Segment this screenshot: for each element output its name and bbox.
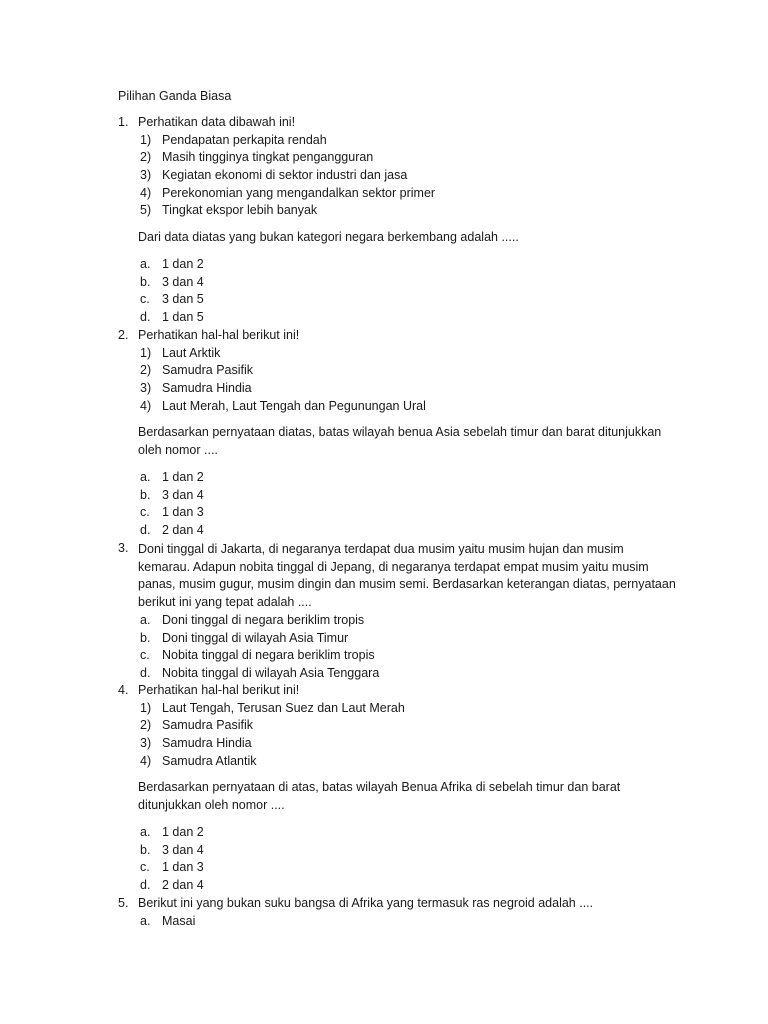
item-text: Laut Tengah, Terusan Suez dan Laut Merah [162, 700, 405, 715]
statement-item [118, 132, 678, 150]
statement-item [118, 345, 678, 363]
option-letter: b. [140, 630, 151, 645]
answer-option [118, 842, 678, 860]
answer-option [118, 913, 678, 931]
answer-option [118, 522, 678, 540]
question-text: Doni tinggal di Jakarta, di negaranya terdapat dua musim yaitu musim hujan dan musim kemarau. Adapun nobita tinggal di Jepang, di negaranya terdapat empat musim yaitu musim panas, musim gugur, musim dingin dan musim semi. Berdasarkan keterangan diatas, pernyataan berikut ini yang tepat adalah .... [138, 542, 676, 610]
item-marker: 5) [140, 203, 152, 218]
option-text: Doni tinggal di wilayah Asia Timur [162, 630, 349, 645]
item-marker: 2) [140, 718, 152, 733]
answer-option [118, 504, 678, 522]
question-number: 5. [118, 896, 129, 910]
item-marker: 1) [140, 700, 152, 715]
answer-option [118, 274, 678, 292]
option-text: 1 dan 5 [162, 309, 204, 324]
option-text: 3 dan 5 [162, 292, 204, 307]
question-header [118, 541, 678, 612]
option-letter: a. [140, 824, 151, 839]
item-text: Samudra Pasifik [162, 718, 254, 733]
question-header [118, 327, 678, 345]
answer-option [118, 612, 678, 630]
answer-option [118, 647, 678, 665]
option-text: Nobita tinggal di wilayah Asia Tenggara [162, 665, 380, 680]
question-text: Perhatikan hal-hal berikut ini! [138, 683, 300, 697]
item-text: Pendapatan perkapita rendah [162, 132, 327, 147]
item-text: Masih tingginya tingkat pengangguran [162, 150, 374, 165]
option-letter: c. [140, 860, 150, 875]
answer-option [118, 291, 678, 309]
answer-option [118, 309, 678, 327]
option-letter: c. [140, 505, 150, 520]
question-text: Perhatikan hal-hal berikut ini! [138, 328, 300, 342]
item-text: Samudra Pasifik [162, 363, 254, 378]
item-marker: 3) [140, 168, 152, 183]
statement-item [118, 202, 678, 220]
item-text: Samudra Hindia [162, 381, 252, 396]
answer-option [118, 256, 678, 274]
question-prompt: Berdasarkan pernyataan di atas, batas wilayah Benua Afrika di sebelah timur dan barat ditunjukkan oleh nomor .... [138, 780, 621, 813]
statement-item [118, 753, 678, 771]
answer-option [118, 630, 678, 648]
statement-item [118, 380, 678, 398]
option-text: 3 dan 4 [162, 487, 204, 502]
item-marker: 1) [140, 132, 152, 147]
item-text: Samudra Hindia [162, 736, 252, 751]
question-number: 2. [118, 328, 129, 342]
statement-item [118, 735, 678, 753]
item-marker: 3) [140, 736, 152, 751]
statement-item [118, 185, 678, 203]
option-letter: a. [140, 612, 151, 627]
option-text: Masai [162, 913, 196, 928]
question-header [118, 895, 678, 913]
answer-option [118, 665, 678, 683]
option-letter: b. [140, 842, 151, 857]
answer-option [118, 859, 678, 877]
item-marker: 4) [140, 753, 152, 768]
item-text: Laut Merah, Laut Tengah dan Pegunungan Ural [162, 398, 426, 413]
item-marker: 4) [140, 185, 152, 200]
answer-option [118, 469, 678, 487]
option-text: Nobita tinggal di negara beriklim tropis [162, 648, 375, 663]
statement-item [118, 398, 678, 416]
option-letter: d. [140, 877, 151, 892]
statement-item [118, 167, 678, 185]
question-header [118, 114, 678, 132]
item-marker: 2) [140, 150, 152, 165]
option-letter: c. [140, 648, 150, 663]
answer-option [118, 877, 678, 895]
option-letter: a. [140, 469, 151, 484]
statement-item [118, 149, 678, 167]
item-text: Perekonomian yang mengandalkan sektor primer [162, 185, 436, 200]
option-text: 3 dan 4 [162, 274, 204, 289]
option-letter: d. [140, 309, 151, 324]
answer-option [118, 824, 678, 842]
item-text: Tingkat ekspor lebih banyak [162, 203, 318, 218]
question-2 [118, 327, 678, 540]
item-marker: 4) [140, 398, 152, 413]
item-text: Laut Arktik [162, 345, 221, 360]
option-text: 2 dan 4 [162, 877, 204, 892]
item-marker: 1) [140, 345, 152, 360]
option-text: 3 dan 4 [162, 842, 204, 857]
statement-item [118, 700, 678, 718]
option-letter: d. [140, 522, 151, 537]
question-text: Perhatikan data dibawah ini! [138, 115, 296, 129]
option-text: Doni tinggal di negara beriklim tropis [162, 612, 365, 627]
question-1 [118, 114, 678, 327]
item-marker: 2) [140, 363, 152, 378]
answer-option [118, 487, 678, 505]
option-text: 2 dan 4 [162, 522, 204, 537]
page-title: Pilihan Ganda Biasa [118, 89, 232, 103]
question-header [118, 682, 678, 700]
option-text: 1 dan 2 [162, 469, 204, 484]
question-4 [118, 682, 678, 895]
option-letter: d. [140, 665, 151, 680]
option-letter: a. [140, 913, 151, 928]
statement-item [118, 717, 678, 735]
question-5 [118, 895, 678, 930]
question-number: 1. [118, 115, 129, 129]
option-letter: b. [140, 487, 151, 502]
option-letter: c. [140, 292, 150, 307]
question-3 [118, 541, 678, 683]
question-number: 4. [118, 683, 129, 697]
item-text: Kegiatan ekonomi di sektor industri dan jasa [162, 168, 408, 183]
question-text: Berikut ini yang bukan suku bangsa di Afrika yang termasuk ras negroid adalah .... [138, 896, 594, 910]
option-text: 1 dan 2 [162, 256, 204, 271]
option-text: 1 dan 3 [162, 860, 204, 875]
statement-item [118, 362, 678, 380]
option-text: 1 dan 3 [162, 505, 204, 520]
question-prompt: Berdasarkan pernyataan diatas, batas wilayah benua Asia sebelah timur dan barat ditunjukkan oleh nomor .... [138, 425, 662, 458]
item-text: Samudra Atlantik [162, 753, 257, 768]
question-prompt: Dari data diatas yang bukan kategori negara berkembang adalah ..... [138, 230, 519, 245]
option-letter: a. [140, 256, 151, 271]
item-marker: 3) [140, 381, 152, 396]
option-text: 1 dan 2 [162, 824, 204, 839]
question-number: 3. [118, 541, 129, 555]
option-letter: b. [140, 274, 151, 289]
